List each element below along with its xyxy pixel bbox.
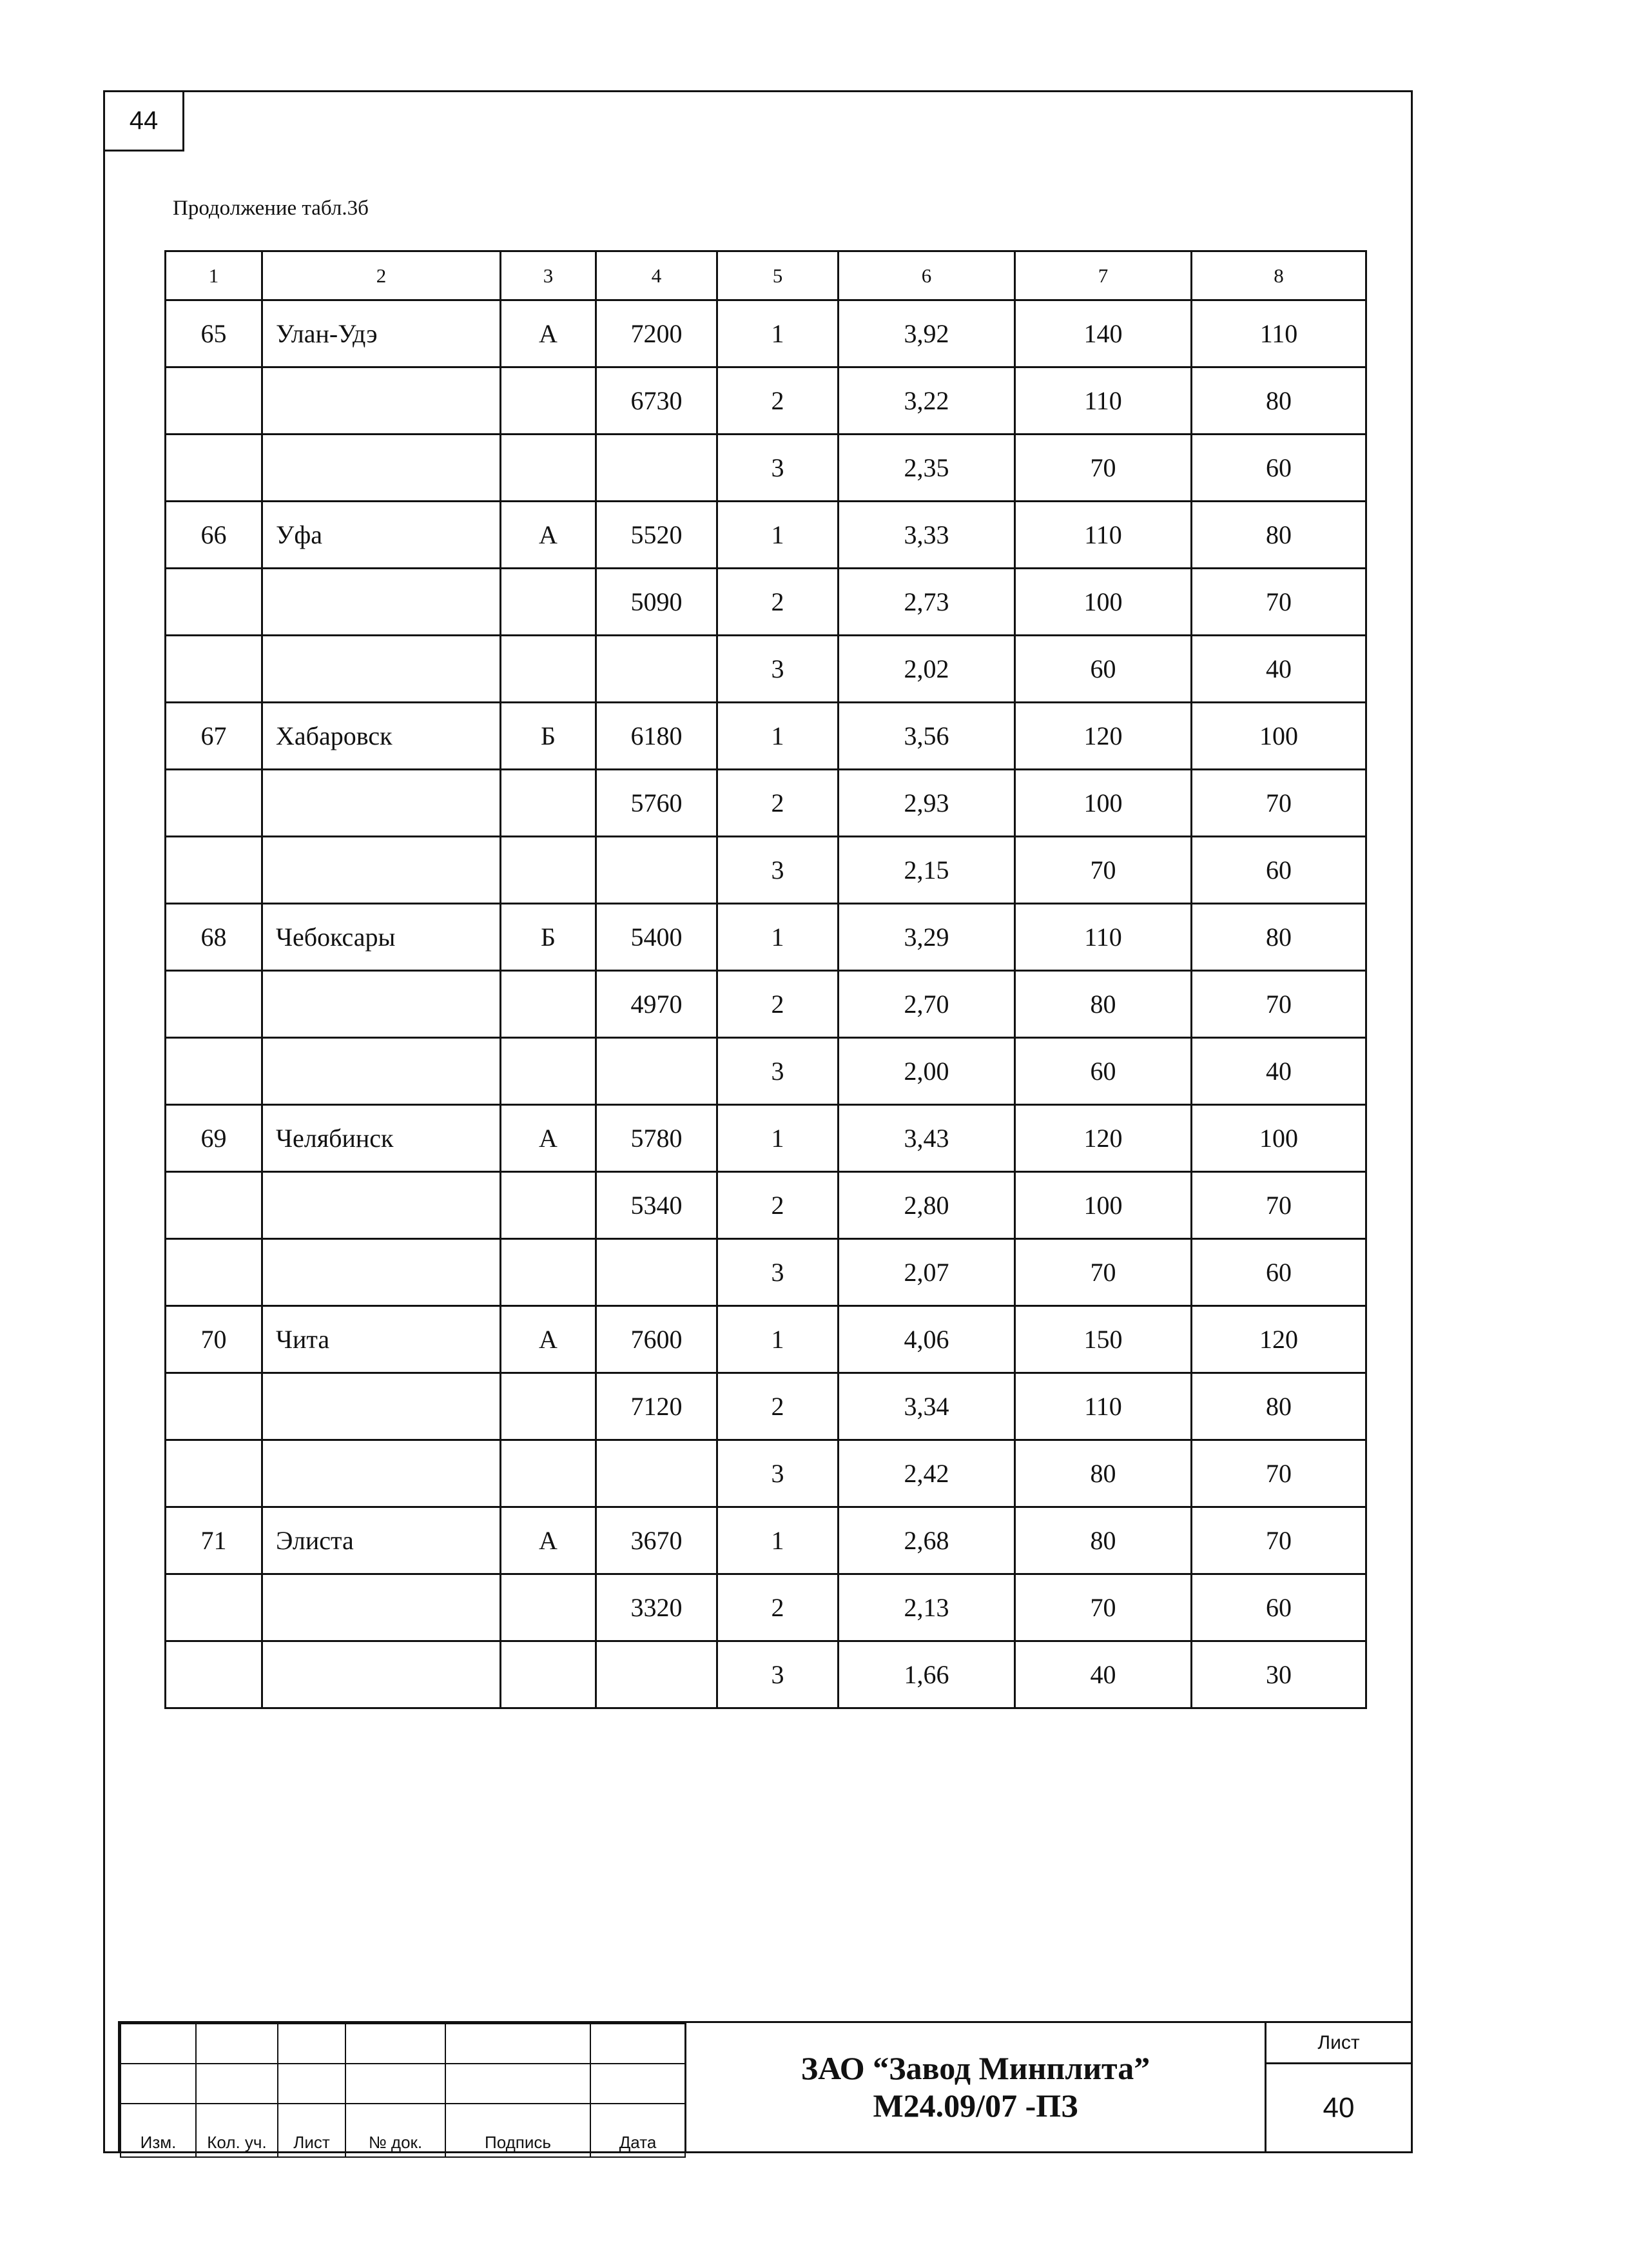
table-cell: 100 — [1015, 1172, 1192, 1239]
table-cell: А — [501, 1507, 596, 1574]
table-cell — [166, 367, 262, 435]
table-cell — [501, 1440, 596, 1507]
table-cell: 5780 — [596, 1105, 717, 1172]
table-cell — [262, 971, 501, 1038]
table-cell: 71 — [166, 1507, 262, 1574]
table-cell: 110 — [1192, 300, 1366, 367]
table-cell: Уфа — [262, 502, 501, 569]
table-cell: 1 — [717, 502, 839, 569]
table-cell: 69 — [166, 1105, 262, 1172]
table-cell: 2 — [262, 251, 501, 300]
table-row — [166, 971, 1366, 1038]
table-cell: 3,34 — [839, 1373, 1015, 1440]
table-cell: 70 — [166, 1306, 262, 1373]
table-cell: 3670 — [596, 1507, 717, 1574]
table-cell: 150 — [1015, 1306, 1192, 1373]
table-cell — [262, 1641, 501, 1708]
table-cell — [501, 1038, 596, 1105]
table-cell — [262, 1172, 501, 1239]
table-cell: 4 — [596, 251, 717, 300]
table-cell: 3 — [717, 837, 839, 904]
table-cell: 2 — [717, 1574, 839, 1641]
table-cell — [166, 1239, 262, 1306]
table-cell: 3,29 — [839, 904, 1015, 971]
table-cell: Улан-Удэ — [262, 300, 501, 367]
table-cell: 2 — [717, 1373, 839, 1440]
table-cell: 60 — [1192, 1239, 1366, 1306]
table-cell: 70 — [1192, 1507, 1366, 1574]
table-cell: 3 — [717, 636, 839, 703]
table-cell: 110 — [1015, 502, 1192, 569]
table-cell: 80 — [1015, 1507, 1192, 1574]
table-row — [166, 1172, 1366, 1239]
table-cell: 5400 — [596, 904, 717, 971]
table-cell: А — [501, 1306, 596, 1373]
table-cell: 2 — [717, 569, 839, 636]
document-title — [684, 2023, 1265, 2151]
page-number: 44 — [103, 90, 184, 152]
table-cell — [166, 837, 262, 904]
table-cell — [166, 770, 262, 837]
table-cell: 60 — [1015, 636, 1192, 703]
table-cell — [501, 569, 596, 636]
table-cell: 7120 — [596, 1373, 717, 1440]
table-cell — [501, 1373, 596, 1440]
table-cell: 100 — [1015, 770, 1192, 837]
table-cell: 1 — [717, 300, 839, 367]
table-cell — [501, 435, 596, 502]
table-cell: 2,70 — [839, 971, 1015, 1038]
table-cell: 30 — [1192, 1641, 1366, 1708]
table-cell: 2,02 — [839, 636, 1015, 703]
table-cell — [501, 770, 596, 837]
table-cell: 70 — [1015, 1239, 1192, 1306]
table-cell: Хабаровск — [262, 703, 501, 770]
table-cell: 3 — [717, 1641, 839, 1708]
table-cell: 60 — [1015, 1038, 1192, 1105]
document-code: М24.09/07 -ПЗ — [873, 2087, 1078, 2124]
table-cell: 66 — [166, 502, 262, 569]
table-cell: 1 — [717, 904, 839, 971]
table-cell — [501, 636, 596, 703]
table-cell: 6 — [839, 251, 1015, 300]
table-body — [166, 251, 1366, 1708]
table-cell: 6180 — [596, 703, 717, 770]
company-name: ЗАО “Завод Минплита” — [800, 2050, 1150, 2086]
table-cell: 7 — [1015, 251, 1192, 300]
table-cell: 3,33 — [839, 502, 1015, 569]
table-cell: 70 — [1192, 770, 1366, 837]
table-cell — [166, 971, 262, 1038]
table-cell: 120 — [1015, 1105, 1192, 1172]
sheet-box — [1265, 2023, 1411, 2151]
table-cell — [501, 367, 596, 435]
table-cell — [262, 636, 501, 703]
table-cell: 2,07 — [839, 1239, 1015, 1306]
table-cell: 70 — [1015, 435, 1192, 502]
table-row — [166, 904, 1366, 971]
table-cell: 3,22 — [839, 367, 1015, 435]
table-cell: 40 — [1192, 636, 1366, 703]
table-row — [166, 1507, 1366, 1574]
table-cell — [596, 837, 717, 904]
table-cell: 3 — [717, 1239, 839, 1306]
table-cell: 2,00 — [839, 1038, 1015, 1105]
table-cell: Челябинск — [262, 1105, 501, 1172]
table-cell: 4,06 — [839, 1306, 1015, 1373]
table-row — [166, 636, 1366, 703]
table-cell: 5090 — [596, 569, 717, 636]
table-row — [166, 837, 1366, 904]
table-cell — [596, 435, 717, 502]
table-row — [166, 367, 1366, 435]
table-row — [166, 770, 1366, 837]
table-cell: 80 — [1192, 1373, 1366, 1440]
table-cell: 3 — [717, 435, 839, 502]
table-cell — [262, 367, 501, 435]
table-cell: 2,35 — [839, 435, 1015, 502]
table-cell: 2,73 — [839, 569, 1015, 636]
table-row — [166, 569, 1366, 636]
table-cell: 70 — [1192, 971, 1366, 1038]
table-cell — [166, 569, 262, 636]
table-cell: 67 — [166, 703, 262, 770]
data-table — [164, 250, 1367, 1709]
table-cell — [262, 1440, 501, 1507]
table-cell — [501, 1172, 596, 1239]
table-cell — [501, 837, 596, 904]
table-header-row — [166, 251, 1366, 300]
table-cell — [262, 569, 501, 636]
table-caption: Продолжение табл.3б — [173, 197, 369, 220]
table-row — [166, 435, 1366, 502]
table-cell: 5340 — [596, 1172, 717, 1239]
table-cell — [262, 1038, 501, 1105]
table-cell: 40 — [1015, 1641, 1192, 1708]
table-cell: 3 — [717, 1038, 839, 1105]
table-cell: 2 — [717, 1172, 839, 1239]
table-cell — [166, 1641, 262, 1708]
table-cell: 2 — [717, 367, 839, 435]
table-cell: 1 — [717, 1507, 839, 1574]
table-cell: 70 — [1192, 569, 1366, 636]
table-cell — [501, 1239, 596, 1306]
table-cell: 110 — [1015, 1373, 1192, 1440]
table-row — [166, 1105, 1366, 1172]
table-cell: 80 — [1192, 502, 1366, 569]
table-cell: 80 — [1192, 367, 1366, 435]
table-cell: 80 — [1192, 904, 1366, 971]
table-cell: 1 — [717, 1306, 839, 1373]
table-cell: 120 — [1015, 703, 1192, 770]
revision-grid — [120, 2023, 686, 2158]
table-cell: 100 — [1015, 569, 1192, 636]
table-row — [166, 1574, 1366, 1641]
sheet-label: Лист — [1266, 2023, 1411, 2064]
table-cell — [262, 1373, 501, 1440]
table-cell: 65 — [166, 300, 262, 367]
table-cell: 5 — [717, 251, 839, 300]
label-date: Дата — [590, 2104, 685, 2157]
table-row — [166, 1641, 1366, 1708]
table-cell: Чебоксары — [262, 904, 501, 971]
table-cell: 5760 — [596, 770, 717, 837]
table-cell — [596, 1038, 717, 1105]
table-cell: 110 — [1015, 904, 1192, 971]
table-cell: 80 — [1015, 1440, 1192, 1507]
table-cell: А — [501, 300, 596, 367]
table-cell: 110 — [1015, 367, 1192, 435]
table-cell: 70 — [1015, 1574, 1192, 1641]
table-row — [166, 1440, 1366, 1507]
table-cell — [262, 837, 501, 904]
label-list: Лист — [278, 2104, 345, 2157]
table-cell: 7600 — [596, 1306, 717, 1373]
table-cell: Чита — [262, 1306, 501, 1373]
table-cell: 60 — [1192, 1574, 1366, 1641]
table-cell: 6730 — [596, 367, 717, 435]
table-cell — [262, 1574, 501, 1641]
table-cell — [166, 1038, 262, 1105]
table-cell — [596, 1440, 717, 1507]
table-row — [166, 1373, 1366, 1440]
table-cell: 2,68 — [839, 1507, 1015, 1574]
table-cell: 5520 — [596, 502, 717, 569]
table-cell: Элиста — [262, 1507, 501, 1574]
table-cell: 3320 — [596, 1574, 717, 1641]
title-block — [118, 2021, 1413, 2153]
table-cell: 8 — [1192, 251, 1366, 300]
table-cell — [166, 636, 262, 703]
sheet-number: 40 — [1323, 2091, 1355, 2124]
table-cell: 60 — [1192, 837, 1366, 904]
table-row — [166, 703, 1366, 770]
table-cell — [262, 435, 501, 502]
table-row — [166, 502, 1366, 569]
table-cell: 2,15 — [839, 837, 1015, 904]
table-cell: 70 — [1192, 1172, 1366, 1239]
table-cell: 70 — [1015, 837, 1192, 904]
table-cell: 2 — [717, 770, 839, 837]
table-cell: Б — [501, 703, 596, 770]
table-cell: 2,42 — [839, 1440, 1015, 1507]
table-cell: 40 — [1192, 1038, 1366, 1105]
table-cell: 4970 — [596, 971, 717, 1038]
label-kol-uch: Кол. уч. — [196, 2104, 278, 2157]
table-cell: Б — [501, 904, 596, 971]
table-cell: 68 — [166, 904, 262, 971]
table-cell: 3 — [501, 251, 596, 300]
table-cell: 70 — [1192, 1440, 1366, 1507]
table-cell: 1 — [717, 1105, 839, 1172]
label-doc-number: № док. — [345, 2104, 445, 2157]
table-cell: 1 — [717, 703, 839, 770]
table-cell: 1,66 — [839, 1641, 1015, 1708]
table-cell: 140 — [1015, 300, 1192, 367]
table-cell: 2 — [717, 971, 839, 1038]
table-row — [166, 1306, 1366, 1373]
table-cell: А — [501, 1105, 596, 1172]
label-signature: Подпись — [445, 2104, 590, 2157]
table-cell — [262, 1239, 501, 1306]
table-cell — [166, 1172, 262, 1239]
table-cell — [596, 1239, 717, 1306]
table-cell — [166, 435, 262, 502]
table-cell: 100 — [1192, 1105, 1366, 1172]
table-cell: 1 — [166, 251, 262, 300]
table-cell: 120 — [1192, 1306, 1366, 1373]
table-row — [166, 1038, 1366, 1105]
table-cell: 2,80 — [839, 1172, 1015, 1239]
table-row — [166, 300, 1366, 367]
table-cell: А — [501, 502, 596, 569]
table-cell: 100 — [1192, 703, 1366, 770]
table-cell: 80 — [1015, 971, 1192, 1038]
table-cell — [501, 1574, 596, 1641]
table-cell — [166, 1574, 262, 1641]
table-cell — [596, 636, 717, 703]
label-izm: Изм. — [121, 2104, 196, 2157]
table-cell — [596, 1641, 717, 1708]
table-cell: 3 — [717, 1440, 839, 1507]
table-cell — [166, 1373, 262, 1440]
table-row — [166, 1239, 1366, 1306]
table-cell: 3,56 — [839, 703, 1015, 770]
table-cell: 60 — [1192, 435, 1366, 502]
table-cell — [501, 1641, 596, 1708]
table-cell — [166, 1440, 262, 1507]
table-cell — [501, 971, 596, 1038]
table-cell: 7200 — [596, 300, 717, 367]
table-cell — [262, 770, 501, 837]
table-cell: 2,13 — [839, 1574, 1015, 1641]
table-cell: 3,43 — [839, 1105, 1015, 1172]
table-cell: 3,92 — [839, 300, 1015, 367]
table-cell: 2,93 — [839, 770, 1015, 837]
